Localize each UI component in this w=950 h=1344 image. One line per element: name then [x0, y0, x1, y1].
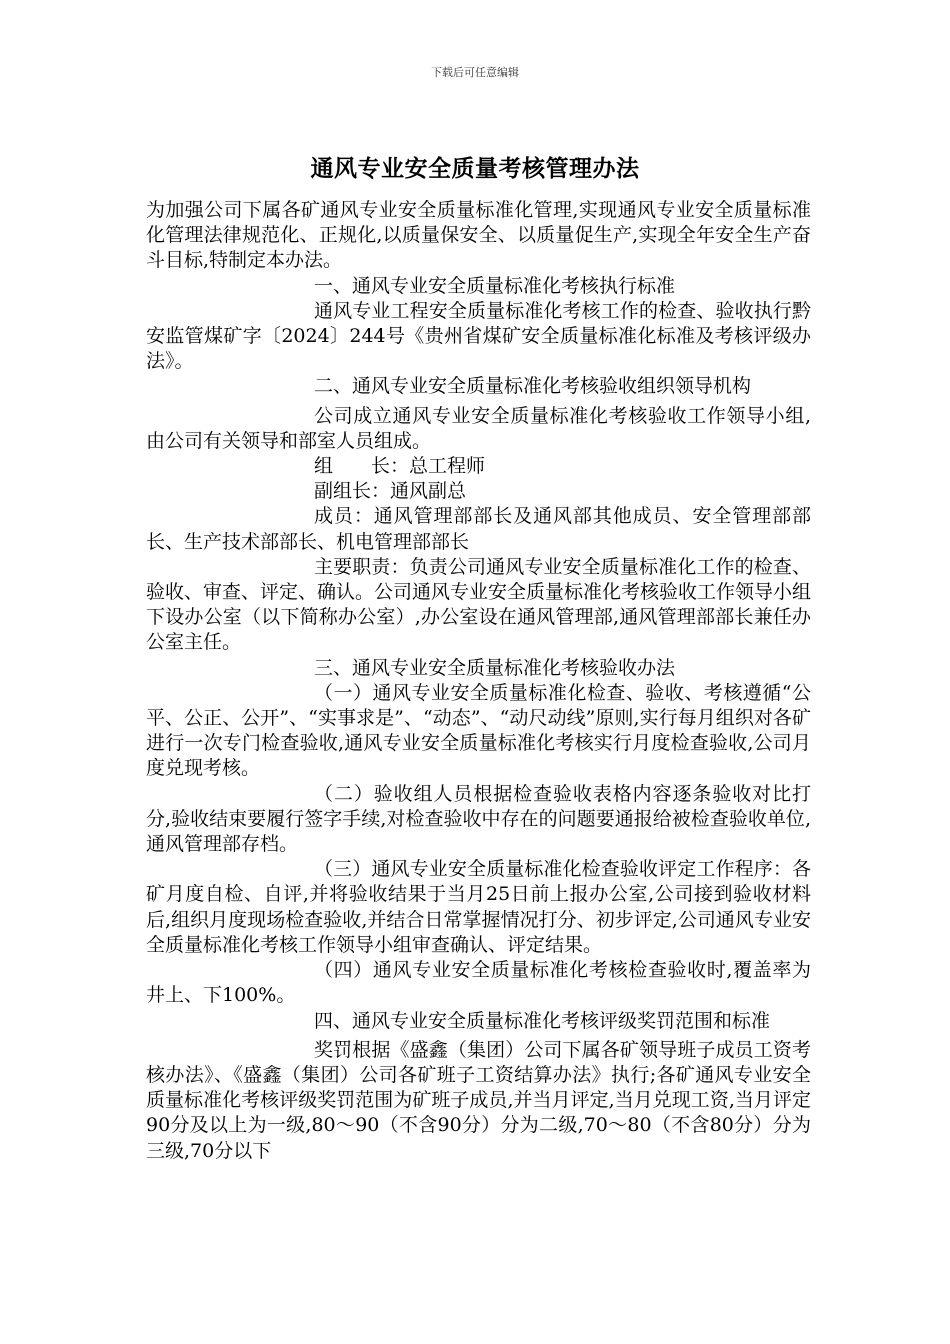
- paragraph-item-4: （四）通风专业安全质量标准化考核检查验收时,覆盖率为井上、下100%。: [146, 959, 811, 1007]
- section-heading-2: 二、通风专业安全质量标准化考核验收组织领导机构: [314, 375, 752, 398]
- document-title: 通风专业安全质量考核管理办法: [310, 155, 640, 182]
- paragraph-item-2: （二）验收组人员根据检查验收表格内容逐条验收对比打分,验收结束要履行签字手续,对检查验收中存在的问题要通报给被检查验收单位,通风管理部存档。: [146, 782, 811, 856]
- paragraph-rewards: 奖罚根据《盛鑫（集团）公司下属各矿领导班子成员工资考核办法》、《盛鑫（集团）公司各矿班子工资结算办法》执行;各矿通风专业安全质量标准化考核评级奖罚范围为矿班子成员,并当月评定,当月兑现工资,当月评定90分及以上为一级,80～90（不含90分）分为二级,70～80（不含80分）分为三级,70分以下: [146, 1038, 811, 1162]
- document-body: [146, 198, 811, 1164]
- section-heading-3: 三、通风专业安全质量标准化考核验收办法: [314, 656, 676, 679]
- paragraph-deputy-leader: 副组长：通风副总: [314, 480, 467, 503]
- paragraph-intro: 为加强公司下属各矿通风专业安全质量标准化管理,实现通风专业安全质量标准化管理法律规范化、正规化,以质量保安全、以质量促生产,实现全年安全生产奋斗目标,特制定本办法。: [146, 199, 811, 272]
- paragraph: 通风专业工程安全质量标准化考核工作的检查、验收执行黔安监管煤矿字〔2024〕244号《贵州省煤矿安全质量标准化标准及考核评级办法》。: [146, 299, 811, 373]
- paragraph-leader: 组 长：总工程师: [314, 455, 486, 478]
- paragraph: 公司成立通风专业安全质量标准化考核验收工作领导小组,由公司有关领导和部室人员组成。: [146, 404, 811, 452]
- paragraph-members: 成员：通风管理部部长及通风部其他成员、安全管理部部长、生产技术部部长、机电管理部部长: [146, 505, 811, 553]
- header-note: 下载后可任意编辑: [431, 66, 519, 79]
- section-heading-1: 一、通风专业安全质量标准化考核执行标准: [314, 274, 676, 297]
- section-heading-4: 四、通风专业安全质量标准化考核评级奖罚范围和标准: [314, 1009, 771, 1032]
- paragraph-duties: 主要职责：负责公司通风专业安全质量标准化工作的检查、验收、审查、评定、确认。公司通风专业安全质量标准化考核验收工作领导小组下设办公室（以下简称办公室）,办公室设在通风管理部,通风管理部部长兼任办公室主任。: [146, 555, 812, 654]
- paragraph-item-1: （一）通风专业安全质量标准化检查、验收、考核遵循“公平、公正、公开”、“实事求是”、“动态”、“动尺动线”原则,实行每月组织对各矿进行一次专门检查验收,通风专业安全质量标准化考核实行月度检查验收,公司月度兑现考核。: [146, 681, 811, 780]
- paragraph-item-3: （三）通风专业安全质量标准化检查验收评定工作程序：各矿月度自检、自评,并将验收结果于当月25日前上报办公室,公司接到验收材料后,组织月度现场检查验收,并结合日常掌握情况打分、初步评定,公司通风专业安全质量标准化考核工作领导小组审查确认、评定结果。: [146, 858, 811, 956]
